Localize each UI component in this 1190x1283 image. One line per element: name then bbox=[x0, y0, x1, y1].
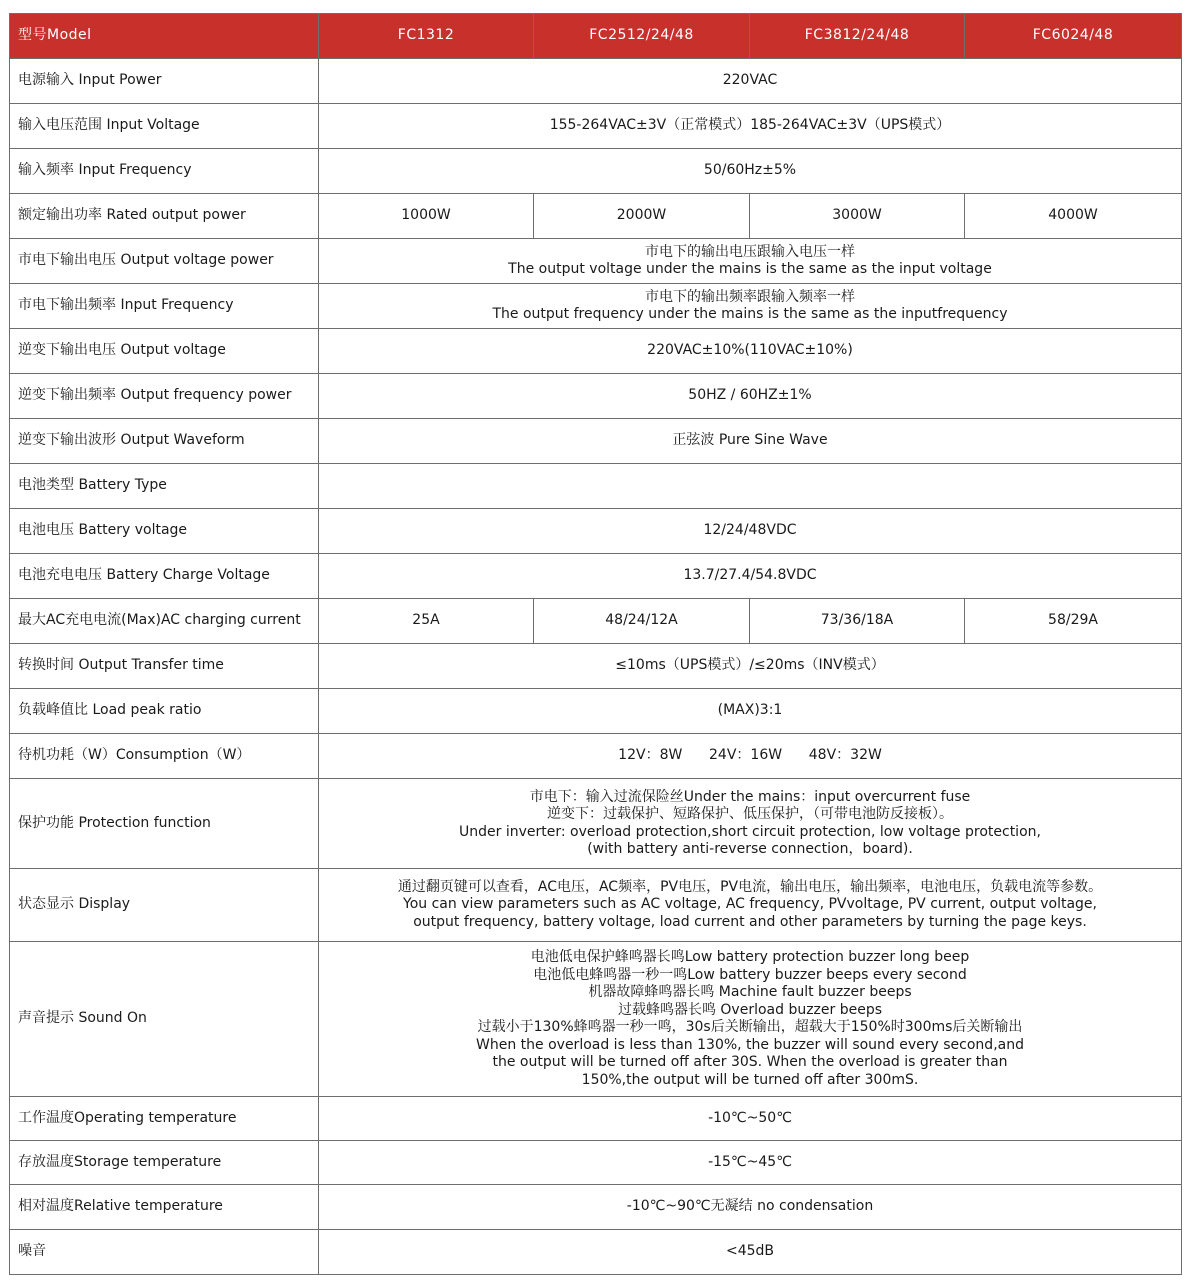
row-value: 50HZ / 60HZ±1% bbox=[319, 374, 1182, 419]
value-line: The output voltage under the mains is the same as the input voltage bbox=[508, 261, 992, 277]
header-model-label: 型号Model bbox=[10, 14, 319, 59]
row-label: 输入电压范围 Input Voltage bbox=[10, 104, 319, 149]
row-label: 相对温度Relative temperature bbox=[10, 1185, 319, 1230]
header-model-fc6024: FC6024/48 bbox=[965, 14, 1182, 59]
row-value: 155-264VAC±3V（正常模式）185-264VAC±3V（UPS模式） bbox=[319, 104, 1182, 149]
row-label: 保护功能 Protection function bbox=[10, 779, 319, 869]
table-row bbox=[10, 644, 1182, 689]
row-value: 50/60Hz±5% bbox=[319, 149, 1182, 194]
row-label: 电池电压 Battery voltage bbox=[10, 509, 319, 554]
row-label: 负载峰值比 Load peak ratio bbox=[10, 689, 319, 734]
row-value: 正弦波 Pure Sine Wave bbox=[319, 419, 1182, 464]
table-row bbox=[10, 599, 1182, 644]
row-label: 电池充电电压 Battery Charge Voltage bbox=[10, 554, 319, 599]
table-row bbox=[10, 149, 1182, 194]
table-row bbox=[10, 104, 1182, 149]
row-value-fc6024: 58/29A bbox=[965, 599, 1182, 644]
table-row bbox=[10, 869, 1182, 942]
table-row bbox=[10, 464, 1182, 509]
row-value bbox=[319, 464, 1182, 509]
row-value-fc3812: 3000W bbox=[750, 194, 965, 239]
row-value bbox=[319, 942, 1182, 1097]
value-line: The output frequency under the mains is the same as the inputfrequency bbox=[492, 306, 1008, 322]
value-line: the output will be turned off after 30S. When the overload is greater than bbox=[492, 1054, 1008, 1070]
row-value: 12/24/48VDC bbox=[319, 509, 1182, 554]
value-line: 电池低电蜂鸣器一秒一鸣Low battery buzzer beeps every second bbox=[533, 966, 967, 983]
row-value-fc2512: 2000W bbox=[534, 194, 750, 239]
row-label: 最大AC充电电流(Max)AC charging current bbox=[10, 599, 319, 644]
value-line: When the overload is less than 130%, the buzzer will sound every second,and bbox=[476, 1036, 1024, 1053]
row-value: 220VAC bbox=[319, 59, 1182, 104]
value-line: output frequency, battery voltage, load current and other parameters by turning the page keys. bbox=[413, 913, 1087, 930]
value-line: 市电下的输出电压跟输入电压一样 bbox=[645, 243, 855, 260]
table-row bbox=[10, 1097, 1182, 1141]
value-line: 150%,the output will be turned off after 300mS. bbox=[581, 1071, 919, 1088]
row-label: 逆变下输出波形 Output Waveform bbox=[10, 419, 319, 464]
table-row bbox=[10, 1185, 1182, 1230]
value-line: Under inverter: overload protection,short circuit protection, low voltage protection, bbox=[459, 823, 1041, 840]
row-value: -10℃~90℃无凝结 no condensation bbox=[319, 1185, 1182, 1230]
row-value bbox=[319, 869, 1182, 942]
row-label: 存放温度Storage temperature bbox=[10, 1141, 319, 1185]
row-label: 逆变下输出电压 Output voltage bbox=[10, 329, 319, 374]
table-row bbox=[10, 1141, 1182, 1185]
row-label: 市电下输出电压 Output voltage power bbox=[10, 239, 319, 284]
header-model-fc2512: FC2512/24/48 bbox=[534, 14, 750, 59]
row-label: 状态显示 Display bbox=[10, 869, 319, 942]
row-value: 12V：8W 24V：16W 48V：32W bbox=[319, 734, 1182, 779]
row-label: 工作温度Operating temperature bbox=[10, 1097, 319, 1141]
header-row bbox=[10, 14, 1182, 59]
row-value: ≤10ms（UPS模式）/≤20ms（INV模式） bbox=[319, 644, 1182, 689]
table-row bbox=[10, 284, 1182, 329]
value-line: 市电下的输出频率跟输入频率一样 bbox=[645, 288, 855, 305]
row-value-fc1312: 1000W bbox=[319, 194, 534, 239]
table-row bbox=[10, 374, 1182, 419]
table-row bbox=[10, 689, 1182, 734]
row-value: -15℃~45℃ bbox=[319, 1141, 1182, 1185]
row-value: 13.7/27.4/54.8VDC bbox=[319, 554, 1182, 599]
value-line: 市电下：输入过流保险丝Under the mains：input overcurrent fuse bbox=[529, 788, 971, 805]
row-value-fc6024: 4000W bbox=[965, 194, 1182, 239]
table-row bbox=[10, 734, 1182, 779]
row-value-fc2512: 48/24/12A bbox=[534, 599, 750, 644]
row-label: 噪音 bbox=[10, 1230, 319, 1275]
table-row bbox=[10, 779, 1182, 869]
table-row bbox=[10, 509, 1182, 554]
table-row bbox=[10, 329, 1182, 374]
table-row bbox=[10, 239, 1182, 284]
table-row bbox=[10, 194, 1182, 239]
row-value: <45dB bbox=[319, 1230, 1182, 1275]
table-row bbox=[10, 419, 1182, 464]
row-value bbox=[319, 239, 1182, 284]
value-line: 通过翻页键可以查看，AC电压，AC频率，PV电压，PV电流，输出电压，输出频率，电池电压，负载电流等参数。 bbox=[397, 878, 1103, 895]
value-line: You can view parameters such as AC voltage, AC frequency, PVvoltage, PV current, output voltage, bbox=[403, 896, 1097, 913]
header-model-fc3812: FC3812/24/48 bbox=[750, 14, 965, 59]
row-value: 220VAC±10%(110VAC±10%) bbox=[319, 329, 1182, 374]
value-line: 逆变下：过载保护、短路保护、低压保护，（可带电池防反接板）。 bbox=[547, 806, 953, 822]
row-label: 电池类型 Battery Type bbox=[10, 464, 319, 509]
table-row bbox=[10, 1230, 1182, 1275]
value-line: (with battery anti-reverse connection，board). bbox=[587, 841, 913, 857]
header-model-fc1312: FC1312 bbox=[319, 14, 534, 59]
value-line: 过载小于130%蜂鸣器一秒一鸣，30s后关断输出，超载大于150%时300ms后关断输出 bbox=[477, 1019, 1023, 1035]
row-value-fc3812: 73/36/18A bbox=[750, 599, 965, 644]
spec-table bbox=[9, 13, 1182, 1275]
table-row bbox=[10, 554, 1182, 599]
row-label: 待机功耗（W）Consumption（W） bbox=[10, 734, 319, 779]
row-label: 声音提示 Sound On bbox=[10, 942, 319, 1097]
row-label: 输入频率 Input Frequency bbox=[10, 149, 319, 194]
row-value: (MAX)3:1 bbox=[319, 689, 1182, 734]
value-line: 电池低电保护蜂鸣器长鸣Low battery protection buzzer long beep bbox=[530, 949, 970, 965]
row-label: 转换时间 Output Transfer time bbox=[10, 644, 319, 689]
row-value bbox=[319, 779, 1182, 869]
row-label: 逆变下输出频率 Output frequency power bbox=[10, 374, 319, 419]
value-line: 过载蜂鸣器长鸣 Overload buzzer beeps bbox=[617, 1001, 883, 1018]
row-label: 电源输入 Input Power bbox=[10, 59, 319, 104]
row-value bbox=[319, 284, 1182, 329]
value-line: 机器故障蜂鸣器长鸣 Machine fault buzzer beeps bbox=[588, 984, 912, 1000]
table-row bbox=[10, 59, 1182, 104]
row-label: 市电下输出频率 Input Frequency bbox=[10, 284, 319, 329]
table-row bbox=[10, 942, 1182, 1097]
row-value-fc1312: 25A bbox=[319, 599, 534, 644]
row-value: -10℃~50℃ bbox=[319, 1097, 1182, 1141]
row-label: 额定输出功率 Rated output power bbox=[10, 194, 319, 239]
